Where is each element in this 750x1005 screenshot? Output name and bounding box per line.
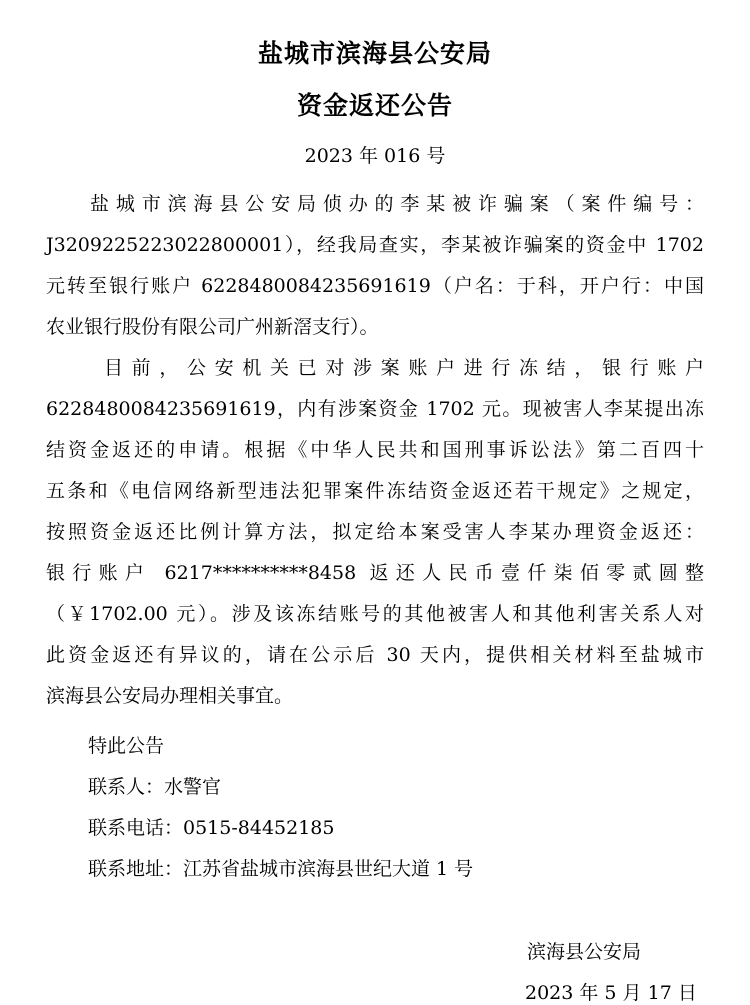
contact-person: 联系人：水警官: [88, 776, 222, 798]
paragraph-line: （￥1702.00 元）。涉及该冻结账号的其他被害人和其他利害关系人对: [46, 603, 704, 625]
paragraph-line: 此资金返还有异议的，请在公示后 30 天内，提供相关材料至盐城市: [46, 644, 704, 666]
paragraph-line: 滨海县公安局办理相关事宜。: [46, 685, 294, 707]
paragraph-line: J3209225223022800001），经我局查实，李某被诈骗案的资金中 1702: [46, 234, 704, 256]
paragraph-refund-details: [46, 348, 704, 717]
paragraph-line: 五条和《电信网络新型违法犯罪案件冻结资金返还若干规定》之规定，: [46, 480, 704, 502]
paragraph-line: 6228480084235691619，内有涉案资金 1702 元。现被害人李某提出冻: [46, 398, 704, 420]
contact-phone: 联系电话：0515-84452185: [88, 817, 335, 839]
closing-statement: 特此公告: [88, 735, 165, 757]
paragraph-line: 目前，公安机关已对涉案账户进行冻结，银行账户: [104, 357, 704, 379]
notice-title-line2: 资金返还公告: [296, 91, 453, 120]
paragraph-line: 农业银行股份有限公司广州新滘支行）。: [46, 316, 379, 338]
paragraph-line: 元转至银行账户 6228480084235691619（户名：于科，开户行：中国: [46, 275, 704, 297]
document-number: 2023 年 016 号: [304, 145, 446, 167]
issuing-organization: 滨海县公安局: [527, 941, 642, 963]
notice-title-line1: 盐城市滨海县公安局: [257, 39, 492, 68]
contact-address: 联系地址：江苏省盐城市滨海县世纪大道 1 号: [88, 858, 474, 880]
paragraph-line: 结资金返还的申请。根据《中华人民共和国刑事诉讼法》第二百四十: [46, 439, 704, 461]
paragraph-line: 银行账户 6217**********8458 返还人民币壹仟柒佰零贰圆整: [46, 562, 704, 584]
paragraph-line: 按照资金返还比例计算方法，拟定给本案受害人李某办理资金返还：: [46, 521, 704, 543]
issue-date: 2023 年 5 月 17 日: [525, 982, 697, 1004]
paragraph-line: 盐城市滨海县公安局侦办的李某被诈骗案（案件编号：: [90, 193, 704, 215]
paragraph-case-details: [46, 184, 704, 348]
